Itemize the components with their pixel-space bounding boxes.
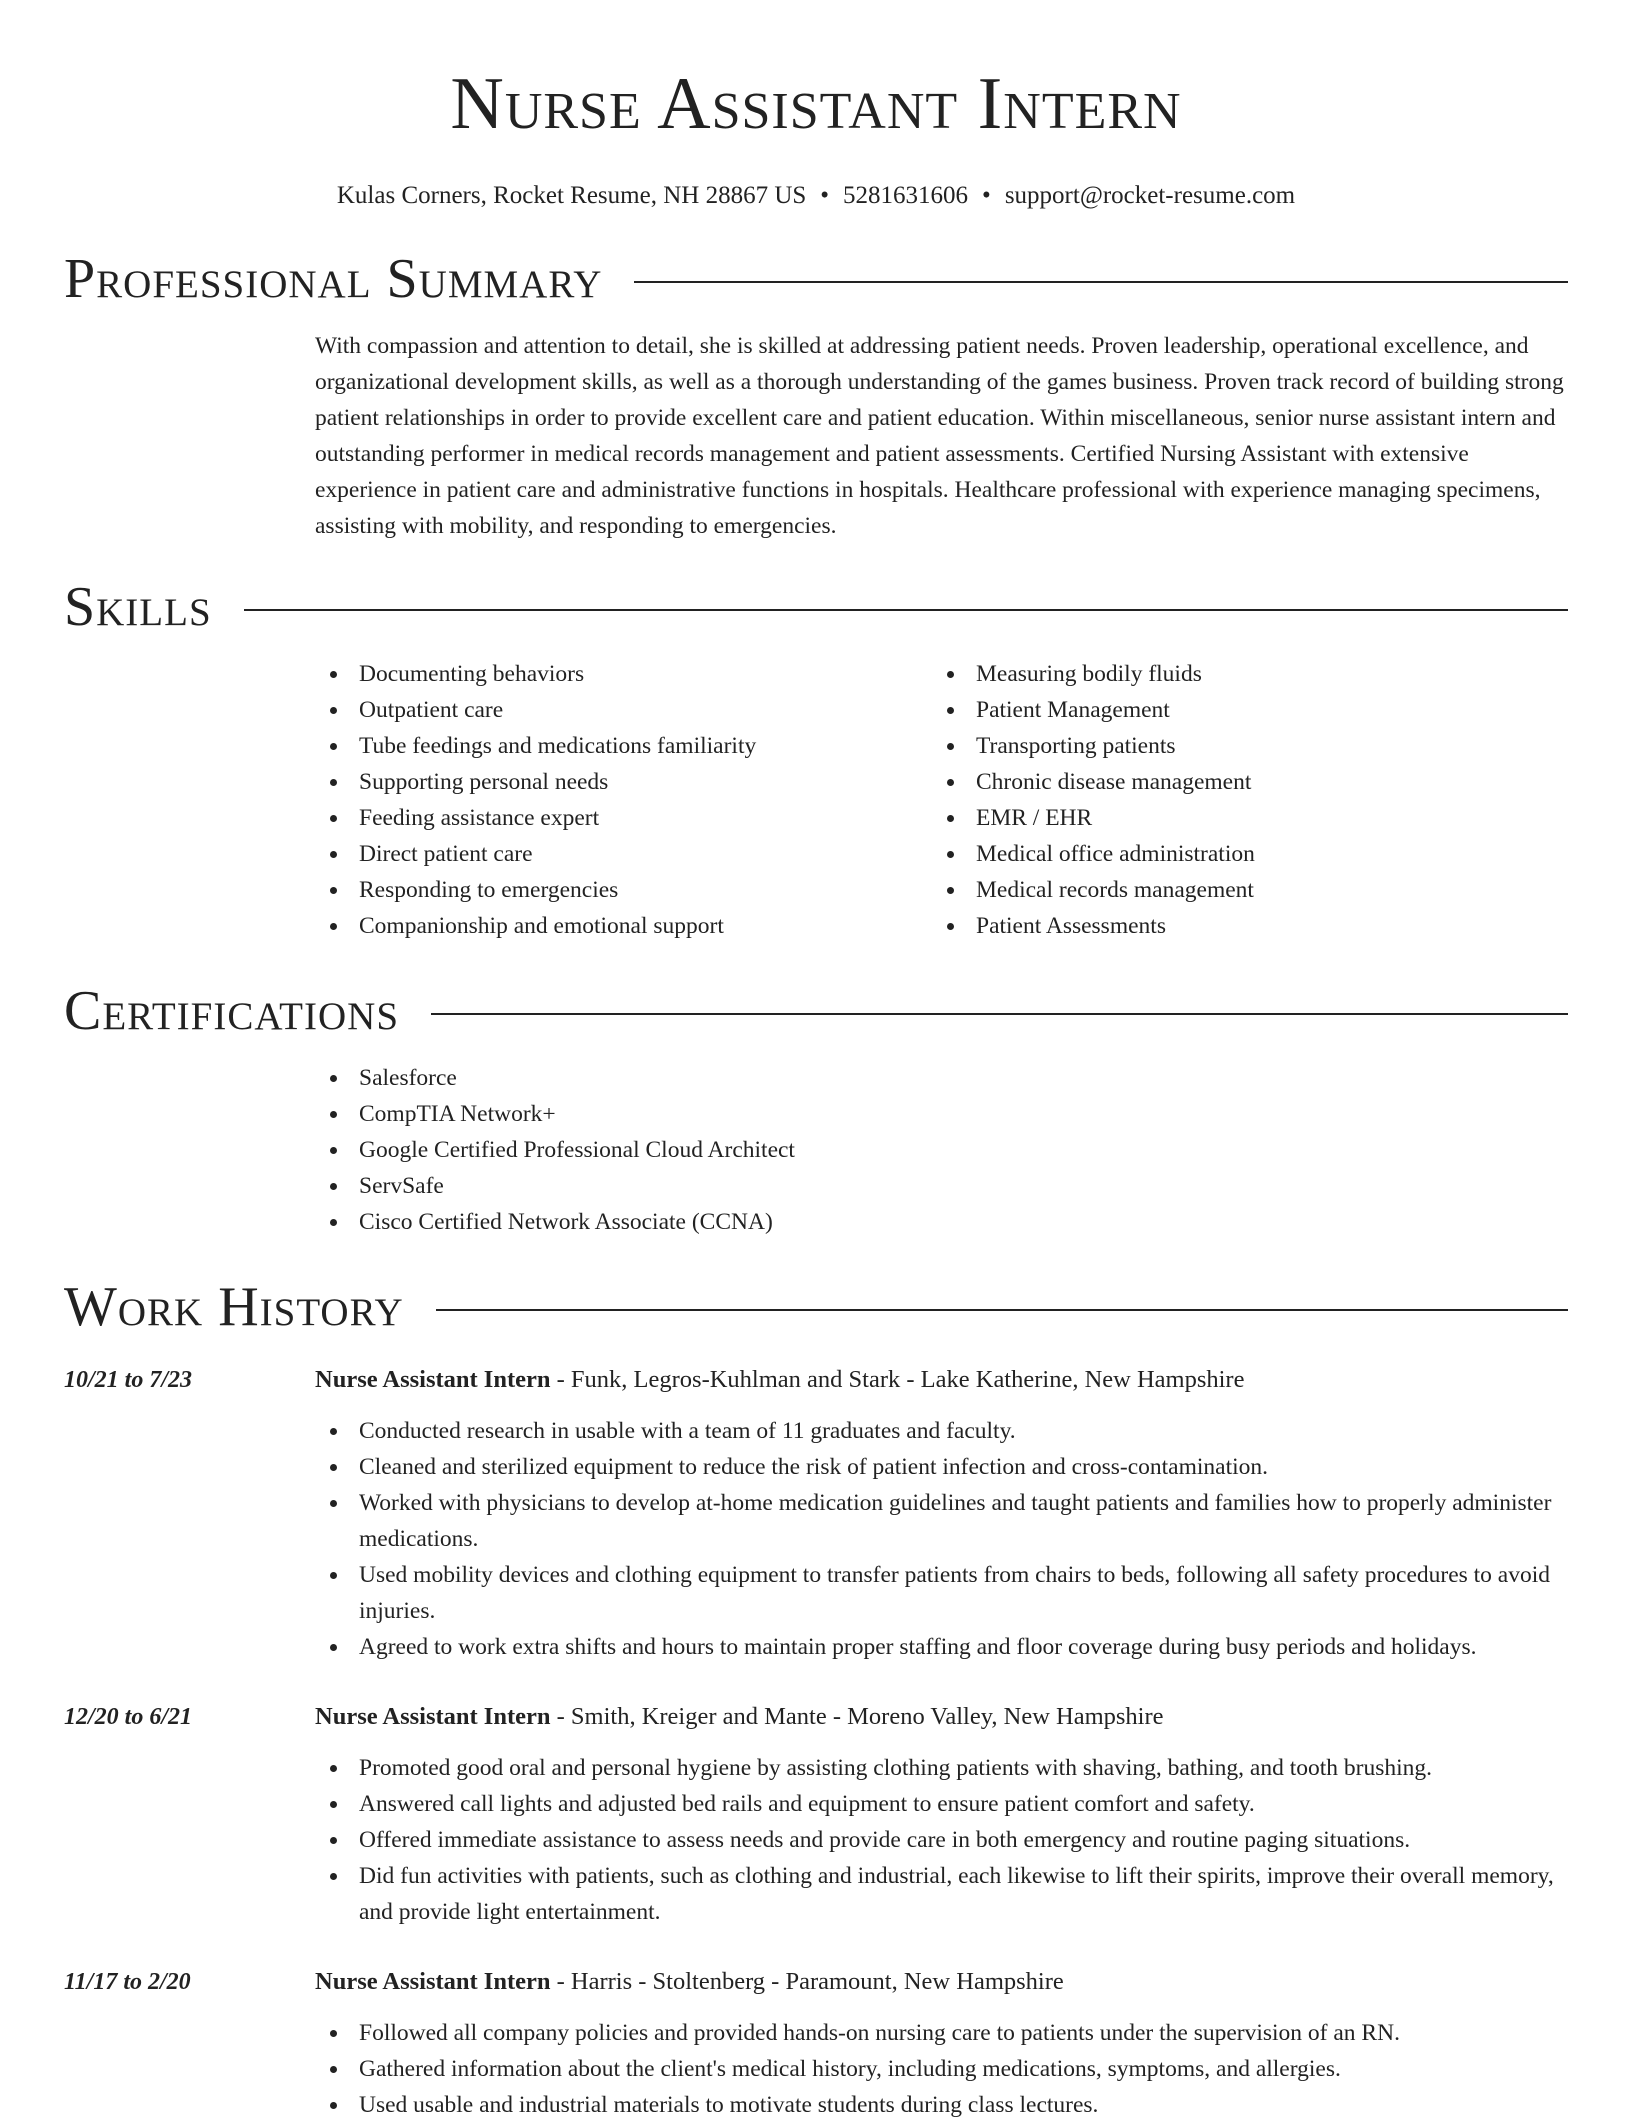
- certifications-list: [315, 1060, 1568, 1240]
- job-duty: Agreed to work extra shifts and hours to maintain proper staffing and floor coverage during busy periods and holidays.: [315, 1629, 1568, 1665]
- contact-line: [64, 180, 1568, 212]
- job-duties: [315, 1750, 1568, 1930]
- summary-section-header: [64, 246, 1568, 312]
- job-duty: Did fun activities with patients, such as clothing and industrial, each likewise to lift their spirits, improve their overall memory, and provide light entertainment.: [315, 1858, 1568, 1930]
- contact-separator: •: [820, 182, 830, 209]
- certification-item: Google Certified Professional Cloud Architect: [315, 1132, 1568, 1168]
- skill-item: Responding to emergencies: [315, 872, 932, 908]
- certification-item: CompTIA Network+: [315, 1096, 1568, 1132]
- skills-heading: Skills: [64, 576, 212, 638]
- skill-item: Chronic disease management: [932, 764, 1549, 800]
- certification-item: ServSafe: [315, 1168, 1568, 1204]
- job-body: [315, 1964, 1568, 2123]
- job-duty: Promoted good oral and personal hygiene by assisting clothing patients with shaving, bathing, and tooth brushing.: [315, 1750, 1568, 1786]
- job-dates: 10/21 to 7/23: [64, 1367, 193, 1393]
- certifications-heading: Certifications: [64, 980, 400, 1042]
- job-body: [315, 1699, 1568, 1930]
- skill-item: Supporting personal needs: [315, 764, 932, 800]
- skill-item: Medical records management: [932, 872, 1549, 908]
- job-employer-location: - Funk, Legros-Kuhlman and Stark - Lake Katherine, New Hampshire: [550, 1366, 1245, 1393]
- job-title: Nurse Assistant Intern: [315, 1968, 551, 1995]
- job-heading: [315, 1362, 1568, 1398]
- skill-item: Patient Management: [932, 692, 1549, 728]
- section-divider: [431, 1013, 1568, 1015]
- skills-column-right: [932, 656, 1549, 944]
- job-dates: 12/20 to 6/21: [64, 1704, 193, 1730]
- job-title: Nurse Assistant Intern: [315, 1366, 551, 1393]
- certification-item: Salesforce: [315, 1060, 1568, 1096]
- job-duty: Cleaned and sterilized equipment to reduce the risk of patient infection and cross-contamination.: [315, 1449, 1568, 1485]
- job-employer-location: - Smith, Kreiger and Mante - Moreno Valley, New Hampshire: [550, 1703, 1164, 1730]
- job-duty: Gathered information about the client's medical history, including medications, symptoms, and allergies.: [315, 2051, 1568, 2087]
- section-divider: [436, 1309, 1568, 1311]
- skill-item: Companionship and emotional support: [315, 908, 932, 944]
- skill-item: Tube feedings and medications familiarity: [315, 728, 932, 764]
- job-entry: [64, 1964, 1568, 2123]
- skill-item: Feeding assistance expert: [315, 800, 932, 836]
- certification-item: Cisco Certified Network Associate (CCNA): [315, 1204, 1568, 1240]
- job-duties: [315, 1413, 1568, 1665]
- contact-phone: 5281631606: [843, 182, 969, 209]
- skills-section-header: [64, 574, 1568, 640]
- skill-item: Transporting patients: [932, 728, 1549, 764]
- job-heading: [315, 1964, 1568, 2000]
- candidate-name: Nurse Assistant Intern: [450, 63, 1182, 145]
- work-history-section-header: [64, 1274, 1568, 1340]
- contact-address: Kulas Corners, Rocket Resume, NH 28867 US: [336, 182, 807, 209]
- job-duty: Worked with physicians to develop at-home medication guidelines and taught patients and families how to properly administer medications.: [315, 1485, 1568, 1557]
- job-duty: Answered call lights and adjusted bed rails and equipment to ensure patient comfort and safety.: [315, 1786, 1568, 1822]
- summary-heading: Professional Summary: [64, 248, 603, 310]
- section-divider: [634, 281, 1568, 283]
- contact-separator: •: [982, 182, 991, 209]
- certifications-section-header: [64, 978, 1568, 1044]
- skill-item: Patient Assessments: [932, 908, 1549, 944]
- job-duty: Offered immediate assistance to assess needs and provide care in both emergency and routine paging situations.: [315, 1822, 1568, 1858]
- job-body: [315, 1362, 1568, 1665]
- contact-email[interactable]: support@rocket-resume.com: [1004, 182, 1296, 209]
- job-duty: Followed all company policies and provided hands-on nursing care to patients under the supervision of an RN.: [315, 2015, 1568, 2051]
- skills-list: [315, 656, 1568, 944]
- job-entry: [64, 1699, 1568, 1930]
- skill-item: Medical office administration: [932, 836, 1549, 872]
- job-duty: Used mobility devices and clothing equipment to transfer patients from chairs to beds, following all safety procedures to avoid injuries.: [315, 1557, 1568, 1629]
- work-history-heading: Work History: [64, 1276, 404, 1338]
- job-duty: Used usable and industrial materials to motivate students during class lectures.: [315, 2087, 1568, 2123]
- job-dates: 11/17 to 2/20: [64, 1969, 191, 1995]
- job-title: Nurse Assistant Intern: [315, 1703, 551, 1730]
- job-duties: [315, 2015, 1568, 2123]
- skill-item: Outpatient care: [315, 692, 932, 728]
- skill-item: Direct patient care: [315, 836, 932, 872]
- skill-item: Measuring bodily fluids: [932, 656, 1549, 692]
- job-entry: [64, 1362, 1568, 1665]
- job-heading: [315, 1699, 1568, 1735]
- summary-text: With compassion and attention to detail, she is skilled at addressing patient needs. Proven leadership, operational excellence, and organizational development skills, as well as a thorough understanding of the games business. Proven track record of building strong patient relationships in order to provide excellent care and patient education. Within miscellaneous, senior nurse assistant intern and outstanding performer in medical records management and patient assessments. Certified Nursing Assistant with extensive experience in patient care and administrative functions in hospitals. Healthcare professional with experience managing specimens, assisting with mobility, and responding to emergencies.: [315, 333, 1564, 539]
- skill-item: Documenting behaviors: [315, 656, 932, 692]
- job-employer-location: - Harris - Stoltenberg - Paramount, New Hampshire: [550, 1968, 1064, 1995]
- job-duty: Conducted research in usable with a team of 11 graduates and faculty.: [315, 1413, 1568, 1449]
- skill-item: EMR / EHR: [932, 800, 1549, 836]
- skills-column-left: [315, 656, 932, 944]
- section-divider: [244, 609, 1568, 611]
